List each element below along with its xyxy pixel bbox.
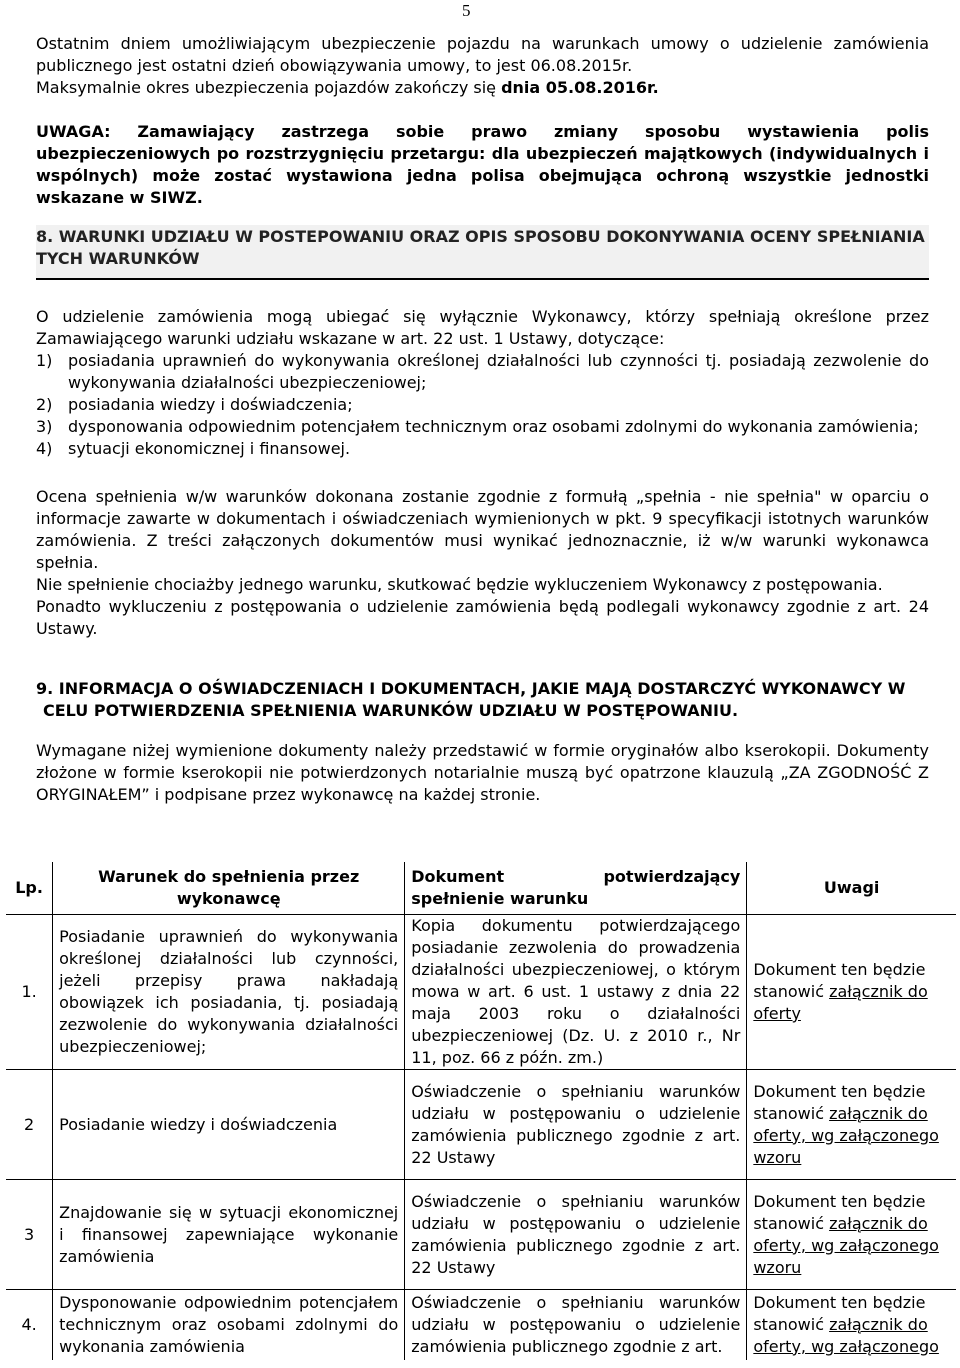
list-item: 2) posiadania wiedzy i doświadczenia; <box>36 395 353 414</box>
list-item: 1) posiadania uprawnień do wykonywania określonej działalności lub czynności tj. posiadają zezwolenie do wykonywania działalności ubezpieczeniowej; <box>36 351 929 392</box>
conditions-list <box>36 350 929 460</box>
assessment-block <box>36 486 929 640</box>
art24-paragraph: Ponadto wykluczeniu z postępowania o udzielenie zamówienia będą podlegali wykonawcy zgodnie z art. 24 Ustawy. <box>36 597 929 638</box>
table-row: 1. Posiadanie uprawnień do wykonywania określonej działalności lub czynności, jeżeli przepisy prawa nakładają obowiązek ich posiadania, tj. posiadają zezwolenie do wykonywania działalności ubezpieczeniowej; Kopia dokumentu potwierdzającego posiadanie zezwolenia do prowadzenia działalności ubezpieczeniowej, o którym mowa w art. 6 ust. 1 ustawy z dnia 22 maja 2003 roku o działalności ubezpieczeniowej (Dz. U. z 2010 r., Nr 11, poz. 66 z późn. zm.) Dokument ten będzie stanowić załącznik do oferty <box>6 915 956 1070</box>
documents-requirement-paragraph: Wymagane niżej wymienione dokumenty należy przedstawić w formie oryginałów albo kserokopii. Dokumenty złożone w formie kserokopii nie potwierdzonych notarialnie muszą być opatrzone klauzulą „ZA ZGODNOŚĆ Z ORYGINAŁEM” i podpisane przez wykonawcę na każdej stronie. <box>36 741 929 804</box>
warning-note: UWAGA: Zamawiający zastrzega sobie prawo zmiany sposobu wystawienia polis ubezpieczeniowych po rozstrzygnięciu przetargu: dla ubezpieczeń majątkowych (indywidualnych i wspólnych) może zostać wystawiona jedna polisa obejmująca ochroną wszystkie jednostki wskazane w SIWZ. <box>36 122 929 207</box>
section-9-heading: 9. INFORMACJA O OŚWIADCZENIACH I DOKUMENTACH, JAKIE MAJĄ DOSTARCZYĆ WYKONAWCY W CELU POTWIERDZENIA SPEŁNIENIA WARUNKÓW UDZIAŁU W POSTĘPOWANIU. <box>36 679 906 720</box>
exclusion-paragraph: Nie spełnienie chociażby jednego warunku, skutkować będzie wykluczeniem Wykonawcy z postępowania. <box>36 575 883 594</box>
intro-paragraph: Ostatnim dniem umożliwiającym ubezpieczenie pojazdu na warunkach umowy o udzielenie zamówienia publicznego jest ostatni dzień obowiązywania umowy, to jest 06.08.2015r. <box>36 34 929 75</box>
insurance-end-paragraph: Maksymalnie okres ubezpieczenia pojazdów zakończy się dnia 05.08.2016r. <box>36 78 659 97</box>
header-lp: Lp. <box>6 862 53 915</box>
header-dokument: Dokument potwierdzający spełnienie warunku <box>405 862 747 915</box>
table-header-row <box>6 862 956 915</box>
end-date: dnia 05.08.2016r. <box>501 78 659 97</box>
requirements-table <box>6 862 956 1360</box>
header-uwagi: Uwagi <box>823 878 880 897</box>
table-row: 2 Posiadanie wiedzy i doświadczenia Oświadczenie o spełnianiu warunków udziału w postępowaniu o udzielenie zamówienia publicznego zgodnie z art. 22 Ustawy Dokument ten będzie stanowić załącznik do oferty, wg załączonego wzoru <box>6 1070 956 1180</box>
section-8-intro: O udzielenie zamówienia mogą ubiegać się wyłącznie Wykonawcy, którzy spełniają określone przez Zamawiającego warunki udziału wskazane w art. 22 ust. 1 Ustawy, dotyczące: <box>36 307 929 348</box>
table-row: 3 Znajdowanie się w sytuacji ekonomicznej i finansowej zapewniające wykonanie zamówienia Oświadczenie o spełnianiu warunków udziału w postępowaniu o udzielenie zamówienia publicznego zgodnie z art. 22 Ustawy Dokument ten będzie stanowić załącznik do oferty, wg załączonego wzoru <box>6 1180 956 1290</box>
assessment-paragraph: Ocena spełnienia w/w warunków dokonana zostanie zgodnie z formułą „spełnia - nie spełnia" w oparciu o informacje zawarte w dokumentach i oświadczeniach wymienionych w pkt. 9 specyfikacji istotnych warunków zamówienia. Z treści załączonych dokumentów musi wynikać jednoznacznie, iż w/w warunki wykonawca spełnia. <box>36 487 929 572</box>
header-warunek: Warunek do spełnienia przez wykonawcę <box>53 862 405 915</box>
list-item: 3) dysponowania odpowiednim potencjałem technicznym oraz osobami zdolnymi do wykonania zamówienia; <box>36 417 919 436</box>
section-8-body <box>36 306 929 460</box>
table-row: 4. Dysponowanie odpowiednim potencjałem technicznym oraz osobami zdolnymi do wykonania zamówienia Oświadczenie o spełnianiu warunków udziału w postępowaniu o udzielenie zamówienia publicznego zgodnie z art. Dokument ten będzie stanowić załącznik do oferty, wg załączonego <box>6 1290 956 1360</box>
page-number: 5 <box>462 1 471 20</box>
section-8-heading: 8. WARUNKI UDZIAŁU W POSTEPOWANIU ORAZ OPIS SPOSOBU DOKONYWANIA OCENY SPEŁNIANIA TYCH WARUNKÓW <box>36 225 929 280</box>
document-body <box>36 33 929 806</box>
list-item: 4) sytuacji ekonomicznej i finansowej. <box>36 439 351 458</box>
